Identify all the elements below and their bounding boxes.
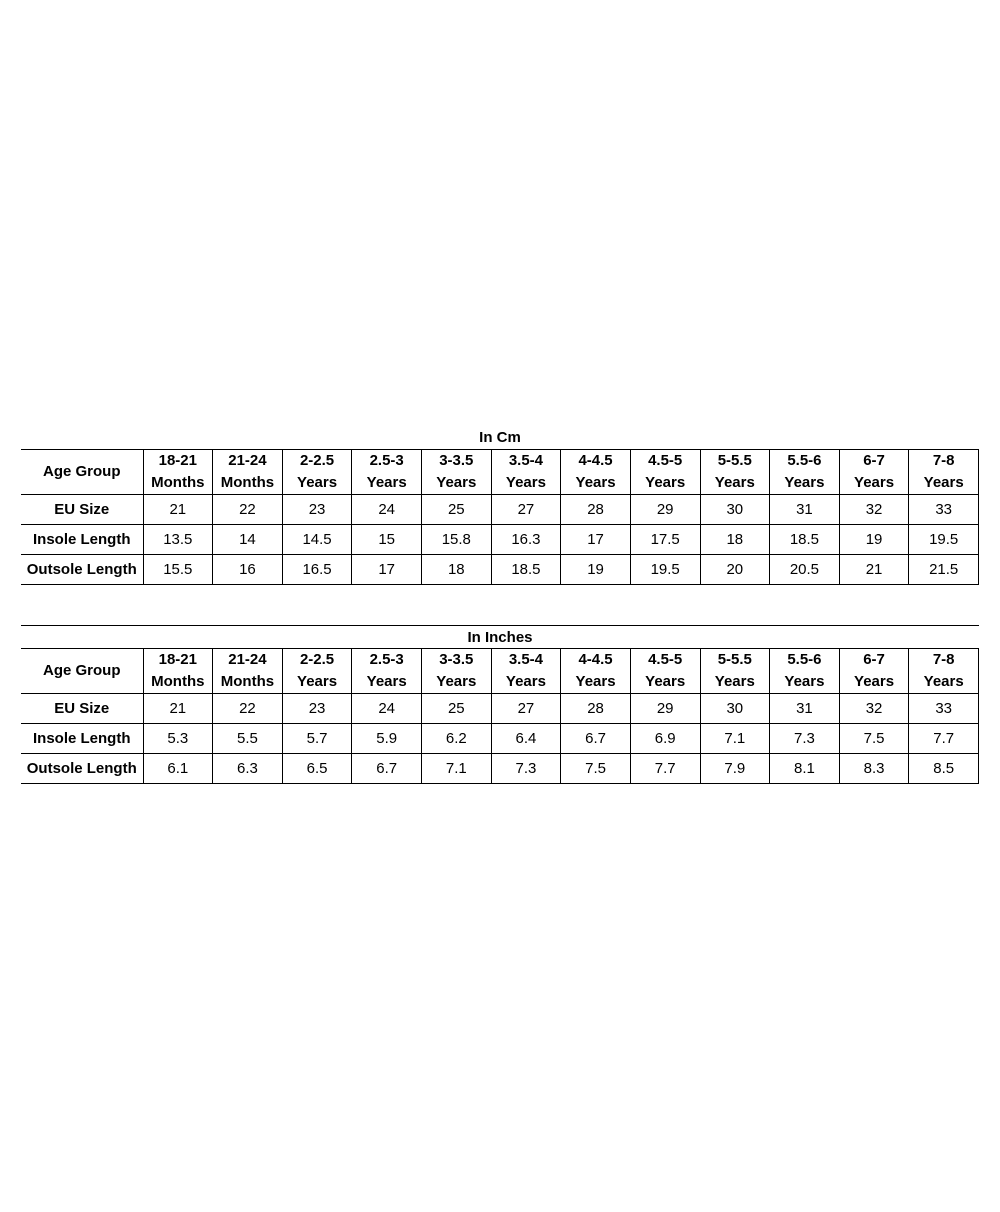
outsole-length-cell: 6.3	[213, 754, 283, 784]
age-unit-text: Years	[436, 474, 477, 491]
age-range-text: 2.5-3	[369, 651, 404, 668]
age-range-text: 4.5-5	[648, 651, 683, 668]
outsole-length-cell: 7.9	[700, 754, 770, 784]
eu-size-cell: 25	[422, 495, 492, 525]
inches-size-table-block	[21, 625, 979, 784]
outsole-length-cell: 7.3	[491, 754, 561, 784]
age-range-text: 3.5-4	[508, 452, 544, 469]
insole-length-cell: 14	[213, 525, 283, 555]
outsole-length-label: Outsole Length	[21, 555, 143, 585]
insole-length-cell: 17	[561, 525, 631, 555]
insole-length-cell: 5.7	[282, 724, 352, 754]
cm-table-caption: In Cm	[21, 426, 979, 450]
age-group-cell	[839, 450, 909, 495]
eu-size-cell: 28	[561, 495, 631, 525]
eu-size-cell: 23	[282, 694, 352, 724]
age-unit-text: Years	[645, 673, 686, 690]
outsole-length-cell: 7.1	[422, 754, 492, 784]
age-group-cell	[700, 649, 770, 694]
eu-size-cell: 30	[700, 495, 770, 525]
age-unit-text: Years	[575, 673, 616, 690]
outsole-length-cell: 19	[561, 555, 631, 585]
eu-size-cell: 31	[770, 495, 840, 525]
outsole-length-cell: 8.5	[909, 754, 979, 784]
outsole-length-cell: 6.1	[143, 754, 213, 784]
age-unit-text: Years	[854, 474, 895, 491]
age-range-text: 2.5-3	[369, 452, 404, 469]
age-range-text: 4-4.5	[578, 452, 613, 469]
eu-size-row	[21, 694, 979, 724]
age-unit-text: Years	[297, 673, 338, 690]
insole-length-cell: 7.3	[770, 724, 840, 754]
age-group-cell	[143, 450, 213, 495]
age-range-text: 3.5-4	[508, 651, 544, 668]
outsole-length-cell: 19.5	[630, 555, 700, 585]
age-range-text: 18-21	[158, 452, 197, 469]
age-group-cell	[282, 649, 352, 694]
insole-length-cell: 19.5	[909, 525, 979, 555]
outsole-length-row	[21, 555, 979, 585]
age-range-text: 3-3.5	[439, 452, 474, 469]
eu-size-cell: 21	[143, 495, 213, 525]
inches-size-table	[21, 649, 979, 784]
eu-size-cell: 32	[839, 495, 909, 525]
insole-length-row	[21, 724, 979, 754]
eu-size-cell: 25	[422, 694, 492, 724]
age-group-cell	[422, 450, 492, 495]
age-group-cell	[561, 649, 631, 694]
cm-size-table-block	[21, 426, 979, 585]
insole-length-label: Insole Length	[21, 724, 143, 754]
outsole-length-cell: 18	[422, 555, 492, 585]
eu-size-row	[21, 495, 979, 525]
insole-length-cell: 17.5	[630, 525, 700, 555]
insole-length-cell: 5.3	[143, 724, 213, 754]
age-unit-text: Months	[151, 474, 205, 491]
age-group-cell	[561, 450, 631, 495]
age-range-text: 18-21	[158, 651, 197, 668]
age-group-cell	[700, 450, 770, 495]
insole-length-cell: 16.3	[491, 525, 561, 555]
outsole-length-cell: 7.5	[561, 754, 631, 784]
eu-size-cell: 31	[770, 694, 840, 724]
insole-length-cell: 6.4	[491, 724, 561, 754]
insole-length-label: Insole Length	[21, 525, 143, 555]
outsole-length-row	[21, 754, 979, 784]
outsole-length-cell: 16	[213, 555, 283, 585]
eu-size-cell: 24	[352, 495, 422, 525]
eu-size-cell: 33	[909, 495, 979, 525]
age-group-cell	[352, 450, 422, 495]
age-range-text: 6-7	[863, 651, 885, 668]
insole-length-cell: 15.8	[422, 525, 492, 555]
age-group-cell	[630, 450, 700, 495]
eu-size-cell: 21	[143, 694, 213, 724]
outsole-length-cell: 6.7	[352, 754, 422, 784]
age-unit-text: Years	[645, 474, 686, 491]
age-group-row	[21, 450, 979, 495]
age-group-cell	[422, 649, 492, 694]
age-unit-text: Years	[575, 474, 616, 491]
insole-length-cell: 18.5	[770, 525, 840, 555]
outsole-length-cell: 8.3	[839, 754, 909, 784]
age-group-cell	[909, 649, 979, 694]
insole-length-cell: 7.5	[839, 724, 909, 754]
age-unit-text: Months	[151, 673, 205, 690]
age-group-cell	[282, 450, 352, 495]
insole-length-cell: 13.5	[143, 525, 213, 555]
age-range-text: 21-24	[228, 452, 267, 469]
age-group-label: Age Group	[21, 649, 143, 694]
age-range-text: 5.5-6	[787, 651, 822, 668]
insole-length-cell: 19	[839, 525, 909, 555]
outsole-length-cell: 7.7	[630, 754, 700, 784]
age-range-text: 6-7	[863, 452, 885, 469]
age-unit-text: Years	[505, 474, 546, 491]
age-group-cell	[491, 450, 561, 495]
age-unit-text: Years	[366, 474, 407, 491]
outsole-length-cell: 6.5	[282, 754, 352, 784]
age-group-label: Age Group	[21, 450, 143, 495]
outsole-length-cell: 21	[839, 555, 909, 585]
age-unit-text: Years	[505, 673, 546, 690]
age-unit-text: Months	[220, 673, 275, 690]
insole-length-cell: 6.7	[561, 724, 631, 754]
age-range-text: 5.5-6	[787, 452, 822, 469]
age-group-cell	[491, 649, 561, 694]
age-unit-text: Years	[923, 673, 964, 690]
outsole-length-label: Outsole Length	[21, 754, 143, 784]
outsole-length-cell: 21.5	[909, 555, 979, 585]
age-unit-text: Years	[297, 474, 338, 491]
age-range-text: 7-8	[932, 651, 955, 668]
eu-size-cell: 29	[630, 495, 700, 525]
age-unit-text: Years	[923, 474, 964, 491]
eu-size-cell: 27	[491, 495, 561, 525]
age-range-text: 4-4.5	[578, 651, 613, 668]
age-unit-text: Years	[854, 673, 895, 690]
insole-length-cell: 14.5	[282, 525, 352, 555]
age-unit-text: Years	[714, 474, 755, 491]
insole-length-row	[21, 525, 979, 555]
insole-length-cell: 18	[700, 525, 770, 555]
outsole-length-cell: 20.5	[770, 555, 840, 585]
age-unit-text: Years	[784, 673, 825, 690]
insole-length-cell: 7.7	[909, 724, 979, 754]
eu-size-cell: 28	[561, 694, 631, 724]
age-group-cell	[770, 649, 840, 694]
outsole-length-cell: 18.5	[491, 555, 561, 585]
age-group-cell	[839, 649, 909, 694]
age-unit-text: Years	[436, 673, 477, 690]
age-range-text: 3-3.5	[439, 651, 474, 668]
age-group-row	[21, 649, 979, 694]
eu-size-cell: 32	[839, 694, 909, 724]
cm-size-table	[21, 450, 979, 585]
age-group-cell	[770, 450, 840, 495]
insole-length-cell: 6.9	[630, 724, 700, 754]
age-range-text: 5-5.5	[717, 651, 752, 668]
outsole-length-cell: 15.5	[143, 555, 213, 585]
insole-length-cell: 5.9	[352, 724, 422, 754]
age-unit-text: Years	[714, 673, 755, 690]
age-range-text: 2-2.5	[299, 452, 335, 469]
age-unit-text: Years	[366, 673, 407, 690]
age-group-cell	[143, 649, 213, 694]
age-range-text: 7-8	[932, 452, 955, 469]
insole-length-cell: 7.1	[700, 724, 770, 754]
outsole-length-cell: 16.5	[282, 555, 352, 585]
eu-size-label: EU Size	[21, 495, 143, 525]
eu-size-cell: 23	[282, 495, 352, 525]
age-group-cell	[352, 649, 422, 694]
insole-length-cell: 15	[352, 525, 422, 555]
inches-table-caption: In Inches	[21, 625, 979, 649]
eu-size-label: EU Size	[21, 694, 143, 724]
outsole-length-cell: 17	[352, 555, 422, 585]
eu-size-cell: 22	[213, 495, 283, 525]
age-range-text: 5-5.5	[717, 452, 752, 469]
age-unit-text: Months	[220, 474, 275, 491]
insole-length-cell: 6.2	[422, 724, 492, 754]
age-group-cell	[630, 649, 700, 694]
eu-size-cell: 30	[700, 694, 770, 724]
age-group-cell	[213, 450, 283, 495]
eu-size-cell: 29	[630, 694, 700, 724]
eu-size-cell: 24	[352, 694, 422, 724]
insole-length-cell: 5.5	[213, 724, 283, 754]
age-range-text: 21-24	[228, 651, 267, 668]
age-range-text: 4.5-5	[648, 452, 683, 469]
age-group-cell	[909, 450, 979, 495]
eu-size-cell: 27	[491, 694, 561, 724]
outsole-length-cell: 8.1	[770, 754, 840, 784]
eu-size-cell: 22	[213, 694, 283, 724]
age-group-cell	[213, 649, 283, 694]
eu-size-cell: 33	[909, 694, 979, 724]
age-range-text: 2-2.5	[299, 651, 335, 668]
outsole-length-cell: 20	[700, 555, 770, 585]
age-unit-text: Years	[784, 474, 825, 491]
